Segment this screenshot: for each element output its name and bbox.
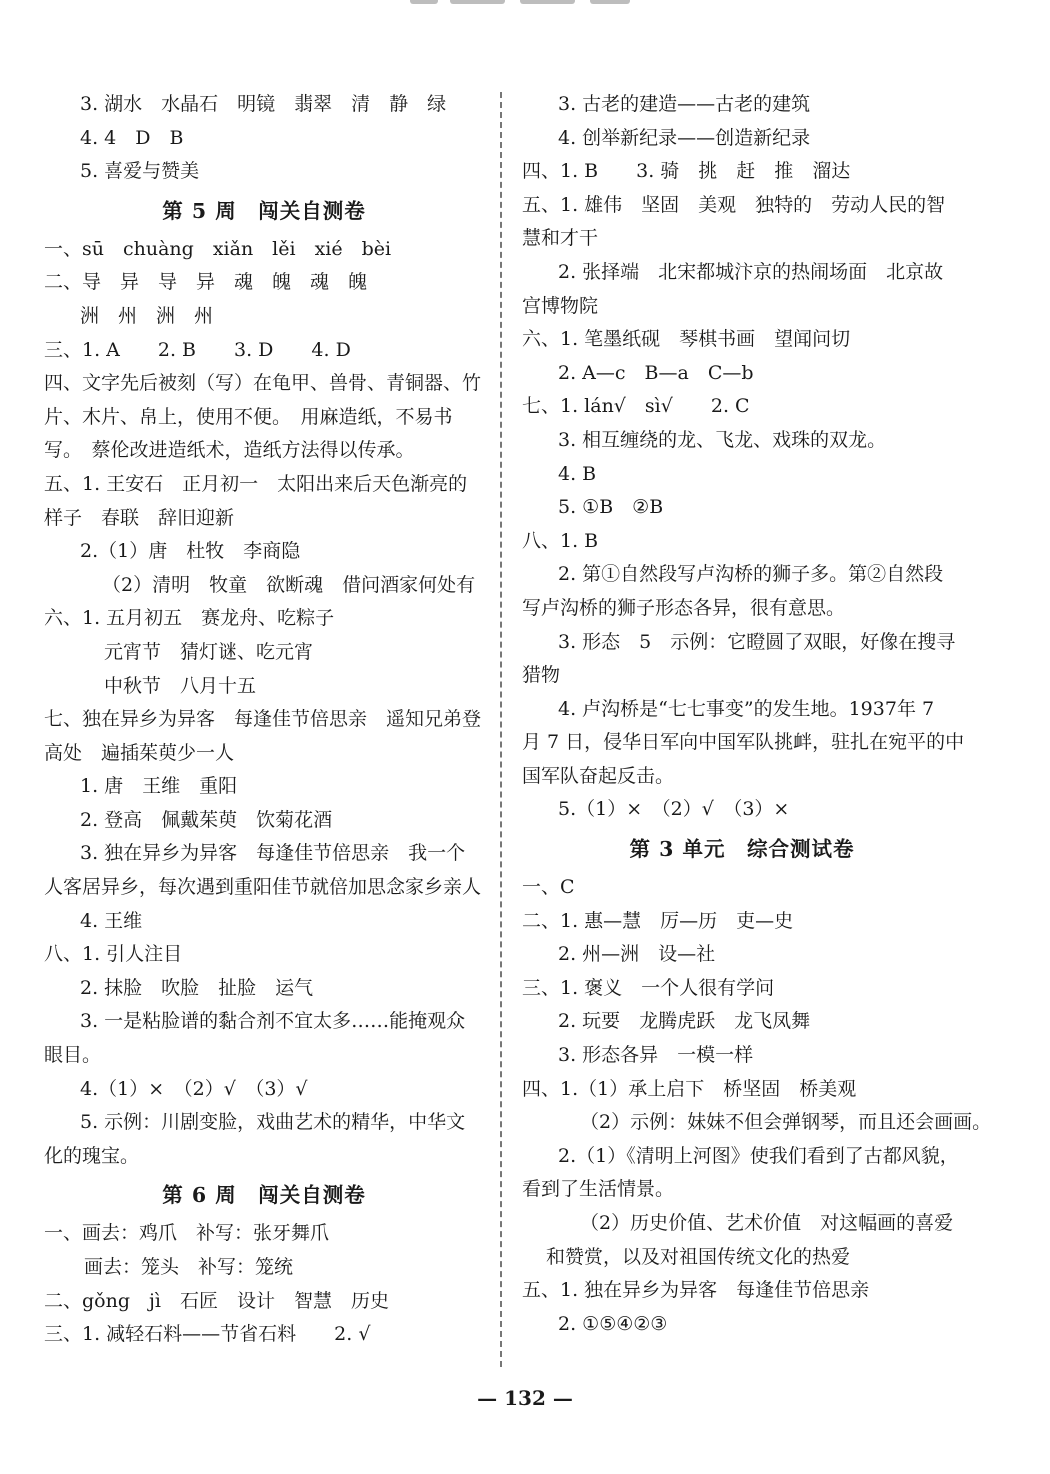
answer-line: 2. ①⑤④②③ [558, 1312, 668, 1335]
page-number: — 132 — [477, 1386, 573, 1410]
answer-line: 写卢沟桥的狮子形态各异，很有意思。 [522, 596, 846, 619]
section-heading: 第 3 单元 综合测试卷 [629, 837, 855, 862]
answer-line: 猎物 [522, 664, 561, 687]
answer-line: 慧和才干 [522, 227, 599, 250]
answer-line: 2.（1）《清明上河图》使我们看到了古都风貌， [558, 1144, 959, 1167]
answer-line: （2）历史价值、艺术价值 对这幅画的喜爱 [580, 1212, 954, 1234]
answer-line: 五、1. 王安石 正月初一 太阳出来后天色渐亮的 [44, 472, 468, 495]
answer-line: 一、画去：鸡爪 补写：张牙舞爪 [44, 1222, 330, 1245]
answer-line: 5. ①B ②B [558, 496, 664, 519]
answer-line: 三、1. A 2. B 3. D 4. D [44, 338, 351, 361]
answer-line: 3. 一是粘脸谱的黏合剂不宜太多……能掩观众 [80, 1010, 466, 1033]
answer-line: 眼目。 [44, 1044, 102, 1067]
answer-line: 七、独在异乡为异客 每逢佳节倍思亲 遥知兄弟登 [44, 708, 482, 731]
answer-line: 2. 张择端 北宋都城汴京的热闹场面 北京故 [558, 260, 944, 283]
answer-line: 看到了生活情景。 [522, 1178, 675, 1201]
answer-line: 4.（1）× （2）√ （3）√ [80, 1077, 308, 1100]
answer-line: 高处 遍插茱萸少一人 [44, 741, 235, 764]
answer-line: 二、导 异 导 异 魂 魄 魂 魄 [44, 271, 368, 294]
answer-line: （2）示例：妹妹不但会弹钢琴，而且还会画画。 [580, 1111, 992, 1134]
answer-line: 3. 古老的建造——古老的建筑 [558, 93, 811, 115]
answer-line: 2.（1）唐 杜牧 李商隐 [80, 540, 301, 563]
answer-line: 2. 第①自然段写卢沟桥的狮子多。第②自然段 [558, 563, 944, 586]
answer-line: 写。 蔡伦改进造纸术，造纸方法得以传承。 [44, 439, 415, 462]
answer-line: 三、1. 褒义 一个人很有学问 [522, 976, 775, 999]
answer-line: 月 7 日，侵华日军向中国军队挑衅，驻扎在宛平的中 [522, 731, 965, 754]
answer-line: 六、1. 笔墨纸砚 琴棋书画 望闻问切 [522, 328, 851, 351]
answer-line: 2. 州—洲 设—社 [558, 943, 716, 966]
answer-line: （2）清明 牧童 欲断魂 借问酒家何处有 [102, 573, 476, 596]
column-divider [500, 92, 502, 1367]
answer-line: 5. 喜爱与赞美 [80, 160, 200, 183]
answer-line: 洲 州 洲 州 [80, 304, 214, 327]
answer-line: 和赞赏，以及对祖国传统文化的热爱 [546, 1245, 851, 1268]
answer-line: 4. 创举新纪录——创造新纪录 [558, 126, 811, 149]
answer-line: 2. 玩要 龙腾虎跃 龙飞凤舞 [558, 1010, 811, 1033]
answer-line: 八、1. 引人注目 [44, 943, 183, 966]
answer-line: 国军队奋起反击。 [522, 764, 675, 787]
answer-line: 七、1. lán√ sì√ 2. C [522, 395, 750, 418]
answer-line: 元宵节 猜灯谜、吃元宵 [104, 640, 314, 663]
answer-line: 四、1.（1）承上启下 桥坚固 桥美观 [522, 1077, 857, 1100]
answer-line: 五、1. 雄伟 坚固 美观 独特的 劳动人民的智 [522, 193, 946, 216]
right-column [522, 88, 992, 1341]
answer-line: 3. 形态各异 一模一样 [558, 1044, 754, 1067]
answer-line: 2. A—c B—a C—b [558, 361, 754, 384]
answer-line: 五、1. 独在异乡为异客 每逢佳节倍思亲 [522, 1279, 870, 1302]
answer-line: 中秋节 八月十五 [104, 674, 257, 697]
answer-line: 样子 春联 辞旧迎新 [44, 506, 235, 529]
answer-line: 八、1. B [522, 529, 599, 552]
answer-line: 2. 抹脸 吹脸 扯脸 运气 [80, 976, 314, 999]
answer-line: 2. 登高 佩戴茱萸 饮菊花酒 [80, 808, 333, 831]
answer-line: 4. 卢沟桥是“七七事变”的发生地。1937年 7 [558, 697, 935, 720]
answer-line: 4. B [558, 462, 597, 485]
answer-line: 片、木片、帛上，使用不便。 用麻造纸，不易书 [44, 405, 453, 428]
answer-line: 画去：笼头 补写：笼统 [84, 1256, 294, 1278]
answer-line: 四、文字先后被刻（写）在龟甲、兽骨、青铜器、竹 [44, 372, 482, 395]
answer-line: 四、1. B 3. 骑 挑 赶 推 溜达 [522, 160, 851, 183]
answer-line: 一、sū chuàng xiǎn lěi xié bèi [44, 237, 392, 260]
answer-line: 二、gǒng jì 石匠 设计 智慧 历史 [44, 1289, 389, 1312]
answer-line: 3. 形态 5 示例：它瞪圆了双眼，好像在搜寻 [558, 630, 956, 653]
left-column [44, 88, 484, 1352]
top-edge-mark [410, 0, 640, 8]
answer-line: 5. 示例：川剧变脸，戏曲艺术的精华，中华文 [80, 1111, 466, 1134]
answer-line: 一、C [522, 876, 575, 899]
answer-line: 六、1. 五月初五 赛龙舟、吃粽子 [44, 607, 335, 630]
answer-line: 3. 独在异乡为异客 每逢佳节倍思亲 我一个 [80, 842, 466, 865]
answer-line: 三、1. 减轻石料——节省石料 2. √ [44, 1323, 371, 1346]
answer-line: 3. 相互缠绕的龙、飞龙、戏珠的双龙。 [558, 428, 887, 451]
answer-line: 宫博物院 [522, 294, 599, 317]
answer-line: 3. 湖水 水晶石 明镜 翡翠 清 静 绿 [80, 93, 447, 115]
answer-line: 人客居异乡，每次遇到重阳佳节就倍加思念家乡亲人 [44, 876, 482, 899]
section-heading: 第 6 周 闯关自测卷 [162, 1183, 366, 1208]
answer-line: 化的瑰宝。 [44, 1144, 140, 1167]
section-heading: 第 5 周 闯关自测卷 [162, 198, 366, 223]
answer-line: 5.（1）× （2）√ （3）× [558, 798, 790, 821]
answer-line: 二、1. 惠—慧 厉—历 吏—史 [522, 909, 794, 932]
answer-line: 4. 王维 [80, 909, 143, 932]
answer-line: 1. 唐 王维 重阳 [80, 775, 238, 798]
answer-line: 4. 4 D B [80, 126, 184, 149]
